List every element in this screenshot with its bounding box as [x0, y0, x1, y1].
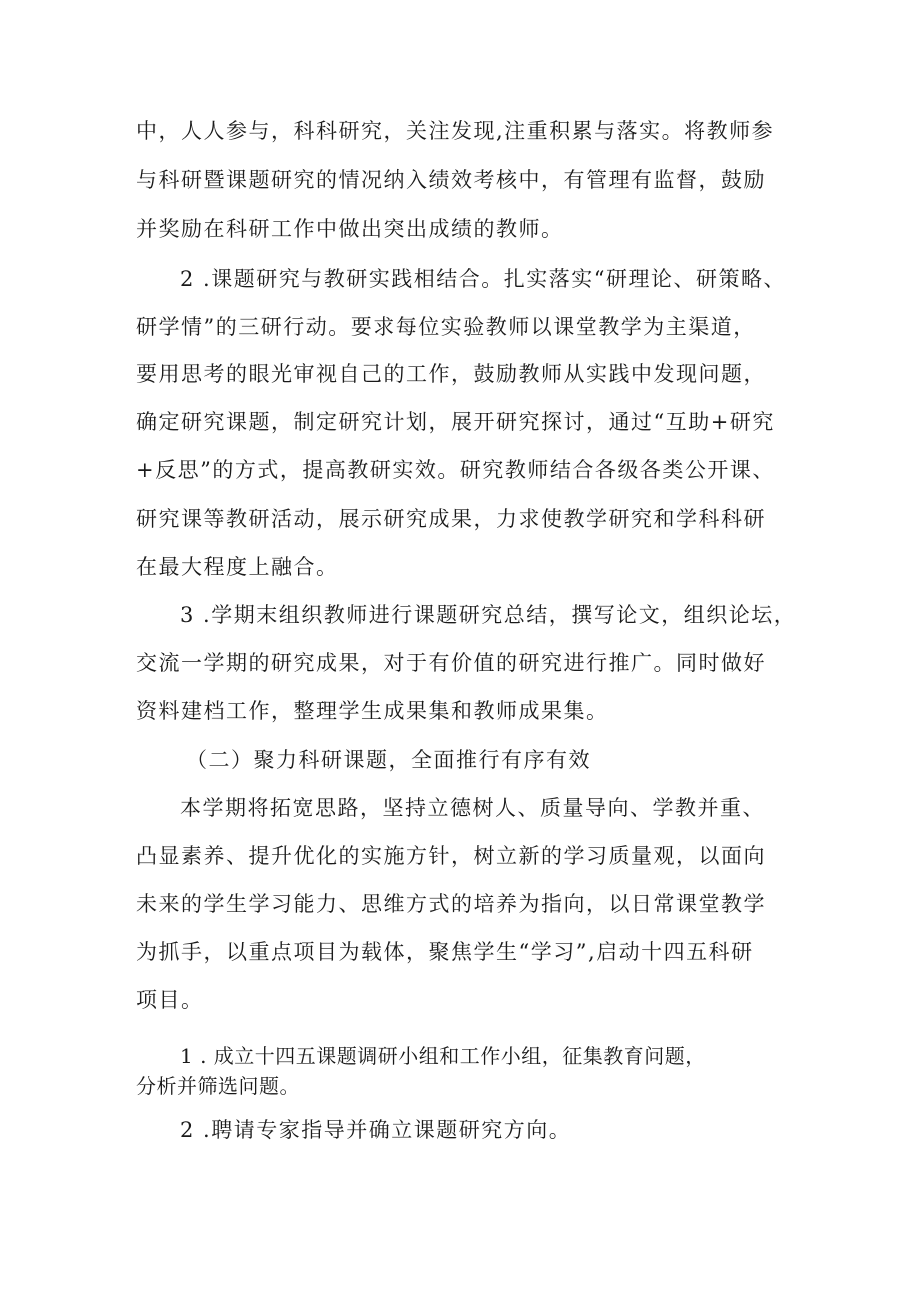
- paragraph-line: 为抓手，以重点项目为载体，聚焦学生“学习”,启动十四五科研: [136, 940, 754, 964]
- paragraph-line: 交流一学期的研究成果，对于有价值的研究进行推广。同时做好: [136, 651, 766, 675]
- paragraph-line: 研究课等教研活动，展示研究成果，力求使教学研究和学科科研: [136, 507, 766, 531]
- paragraph-line: 3 .学期末组织教师进行课题研究总结，撰写论文，组织论坛，: [180, 603, 797, 627]
- paragraph-line: 与科研暨课题研究的情况纳入绩效考核中，有管理有监督，鼓励: [136, 168, 766, 192]
- paragraph-line: 项目。: [136, 988, 204, 1012]
- paragraph-line: 分析并筛选问题。: [136, 1074, 300, 1098]
- section-heading: （二）聚力科研课题，全面推行有序有效: [186, 748, 591, 772]
- paragraph-line: 中，人人参与，科科研究，关注发现,注重积累与落实。将教师参: [136, 119, 775, 143]
- paragraph-line: 资料建档工作，整理学生成果集和教师成果集。: [136, 699, 609, 723]
- paragraph-line: 在最大程度上融合。: [136, 555, 339, 579]
- paragraph-line: 研学情”的三研行动。要求每位实验教师以课堂教学为主渠道，: [136, 315, 756, 339]
- paragraph-line: 本学期将拓宽思路，坚持立德树人、质量导向、学教并重、: [180, 796, 765, 820]
- list-item: 2 .聘请专家指导并确立课题研究方向。: [180, 1118, 572, 1142]
- paragraph-line: 2 .课题研究与教研实践相结合。扎实落实“研理论、研策略、: [180, 267, 786, 291]
- paragraph-line: +反思”的方式，提高教研实效。研究教师结合各级各类公开课、: [136, 458, 775, 482]
- paragraph-line: 未来的学生学习能力、思维方式的培养为指向，以日常课堂教学: [136, 892, 766, 916]
- paragraph-line: 并奖励在科研工作中做出突出成绩的教师。: [136, 217, 564, 241]
- paragraph-line: 凸显素养、提升优化的实施方针，树立新的学习质量观，以面向: [136, 844, 766, 868]
- paragraph-line: 确定研究课题，制定研究计划，展开研究探讨，通过“互助+研究: [136, 410, 775, 434]
- list-item: 1 . 成立十四五课题调研小组和工作小组，征集教育问题，: [180, 1044, 706, 1068]
- paragraph-line: 要用思考的眼光审视自己的工作，鼓励教师从实践中发现问题，: [136, 362, 766, 386]
